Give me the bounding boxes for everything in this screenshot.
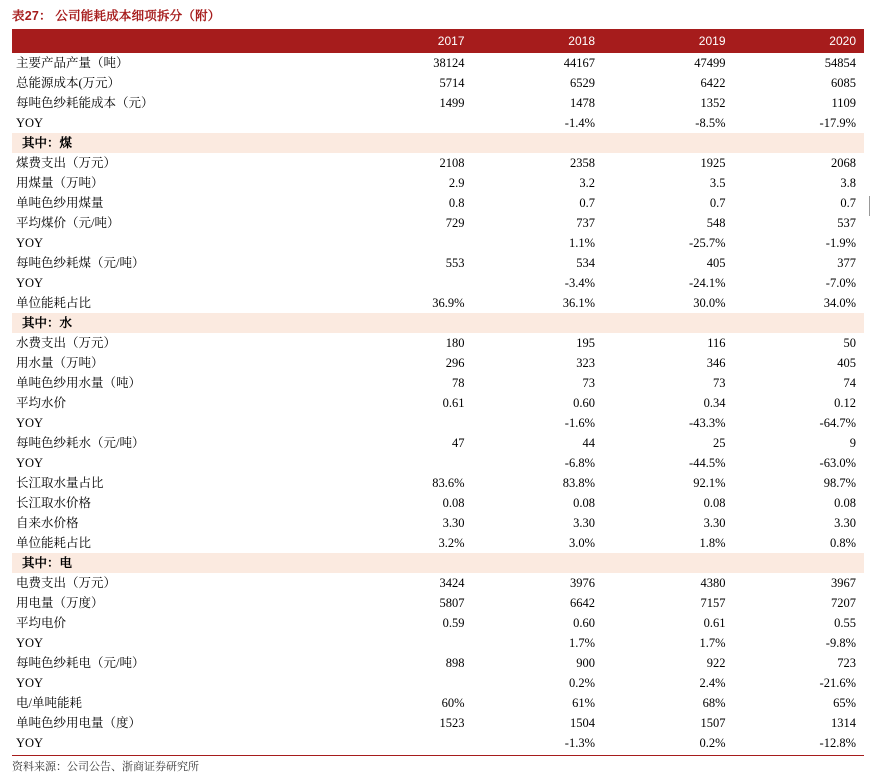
table-row (12, 373, 864, 393)
row-value: 6422 (700, 76, 726, 90)
table-row (12, 233, 864, 253)
row-value: 61% (572, 696, 595, 710)
table-header (12, 29, 864, 53)
table-row (12, 493, 864, 513)
row-value: 1109 (831, 96, 856, 110)
table-section-row (12, 313, 864, 333)
row-value: -24.1% (689, 276, 726, 290)
source-note: 资料来源：公司公告、浙商证券研究所 (12, 761, 199, 773)
row-value: 1499 (439, 96, 465, 110)
row-value: 0.61 (703, 616, 726, 630)
row-label: 每吨色纱耗能成本（元） (16, 96, 154, 110)
table-caption: 表27： 公司能耗成本细项拆分（附） (12, 9, 221, 23)
row-label: 用煤量（万吨） (16, 176, 104, 190)
row-value: -7.0% (825, 276, 856, 290)
row-value: -21.6% (819, 676, 856, 690)
row-value: 729 (445, 216, 465, 230)
row-value: 0.34 (703, 396, 726, 410)
row-value: 3.0% (568, 536, 595, 550)
row-value: 0.60 (573, 396, 595, 410)
table-row (12, 433, 864, 453)
table-row (12, 213, 864, 233)
row-value: 296 (445, 356, 465, 370)
row-label: 单位能耗占比 (16, 536, 92, 550)
row-value: 2068 (831, 156, 856, 170)
row-value (734, 133, 865, 153)
row-value: 0.2% (568, 676, 595, 690)
row-label: 总能源成本(万元） (16, 76, 121, 90)
row-value (603, 553, 734, 573)
row-value: 50 (843, 336, 856, 350)
row-value: -1.4% (564, 116, 595, 130)
row-value: 323 (576, 356, 595, 370)
row-label: 平均电价 (16, 616, 67, 630)
row-label: 单吨色纱用煤量 (16, 196, 104, 210)
row-value: 0.7 (709, 196, 726, 210)
row-value: 7157 (700, 596, 726, 610)
row-value: 537 (837, 216, 856, 230)
row-value: 65% (833, 696, 856, 710)
row-value (342, 313, 473, 333)
table-row (12, 713, 864, 733)
row-label: 长江取水价格 (16, 496, 92, 510)
row-value: 180 (445, 336, 465, 350)
row-value: 68% (702, 696, 726, 710)
row-value: 6529 (570, 76, 595, 90)
row-value: -25.7% (689, 236, 726, 250)
row-value: 0.2% (699, 736, 726, 750)
row-value: -44.5% (689, 456, 726, 470)
row-label: 其中：电 (12, 553, 342, 573)
row-value: 405 (706, 256, 726, 270)
row-value: -9.8% (825, 636, 856, 650)
row-value (734, 313, 865, 333)
table-row (12, 193, 864, 213)
row-value: 5714 (439, 76, 465, 90)
row-label: YOY (16, 416, 44, 430)
row-value: 74 (843, 376, 856, 390)
row-value (342, 113, 473, 133)
row-label: 煤费支出（万元） (16, 156, 117, 170)
row-value: 4380 (700, 576, 726, 590)
row-value: -64.7% (819, 416, 856, 430)
row-value: 30.0% (693, 296, 726, 310)
row-value: 47499 (694, 56, 726, 70)
row-label: 平均水价 (16, 396, 67, 410)
row-value: 195 (576, 336, 595, 350)
row-label: 每吨色纱耗电（元/吨） (16, 656, 145, 670)
row-value: 2.4% (699, 676, 726, 690)
table-row (12, 453, 864, 473)
row-value: 6085 (831, 76, 856, 90)
row-value: 1478 (570, 96, 595, 110)
table-row (12, 473, 864, 493)
table-row (12, 153, 864, 173)
row-label: YOY (16, 276, 44, 290)
table-row (12, 613, 864, 633)
row-value: 98.7% (823, 476, 856, 490)
row-value (603, 313, 734, 333)
row-value: 78 (452, 376, 465, 390)
row-value: -8.5% (695, 116, 726, 130)
row-label: 用水量（万吨） (16, 356, 104, 370)
row-value: 0.08 (703, 496, 726, 510)
row-value: 1352 (700, 96, 726, 110)
table-header-row (12, 29, 864, 53)
column-header-label (12, 29, 342, 53)
row-value (342, 413, 473, 433)
row-value: -43.3% (689, 416, 726, 430)
row-value: 3.8 (840, 176, 856, 190)
table-row (12, 393, 864, 413)
row-value: 54854 (824, 56, 856, 70)
row-value: 5807 (439, 596, 465, 610)
row-value: 0.8 (448, 196, 465, 210)
table-row (12, 733, 864, 753)
row-value: 116 (707, 336, 726, 350)
row-value: 553 (445, 256, 465, 270)
row-value: -17.9% (819, 116, 856, 130)
row-value (342, 233, 473, 253)
table-row (12, 273, 864, 293)
energy-cost-table (12, 29, 864, 753)
row-value: 3424 (439, 576, 465, 590)
row-value (473, 133, 604, 153)
row-label: 每吨色纱耗煤（元/吨） (16, 256, 145, 270)
row-value: 0.08 (442, 496, 465, 510)
row-value: 405 (837, 356, 856, 370)
text-cursor (869, 196, 870, 216)
row-value (342, 273, 473, 293)
row-value: 3.30 (703, 516, 726, 530)
row-value: 0.61 (442, 396, 465, 410)
row-value: 2.9 (448, 176, 465, 190)
row-value: 73 (713, 376, 726, 390)
row-value: 83.6% (432, 476, 465, 490)
row-value: 0.60 (573, 616, 595, 630)
row-label: YOY (16, 736, 44, 750)
table-row (12, 253, 864, 273)
column-header-2019: 2019 (603, 29, 734, 53)
table-row (12, 693, 864, 713)
row-value: 0.7 (840, 196, 856, 210)
table-row (12, 293, 864, 313)
row-value (342, 133, 473, 153)
row-value: 3.30 (834, 516, 856, 530)
row-value: 898 (445, 656, 465, 670)
row-label: 用电量（万度） (16, 596, 104, 610)
row-value (342, 733, 473, 753)
row-value (342, 553, 473, 573)
row-label: 其中：煤 (12, 133, 342, 153)
row-value: 737 (576, 216, 595, 230)
table-row (12, 513, 864, 533)
column-header-2017: 2017 (342, 29, 473, 53)
table-row (12, 353, 864, 373)
row-value: -1.9% (825, 236, 856, 250)
column-header-2020: 2020 (734, 29, 865, 53)
row-value (473, 553, 604, 573)
row-value: 3967 (831, 576, 856, 590)
row-value: 44167 (563, 56, 595, 70)
row-value: 34.0% (823, 296, 856, 310)
table-row (12, 533, 864, 553)
row-value: 3.2 (579, 176, 595, 190)
row-label: YOY (16, 456, 44, 470)
table-row (12, 113, 864, 133)
row-value: 922 (706, 656, 726, 670)
row-label: 电/单吨能耗 (16, 696, 82, 710)
row-value: 3.30 (573, 516, 595, 530)
row-value: -63.0% (819, 456, 856, 470)
row-value: 47 (452, 436, 465, 450)
row-label: 单吨色纱用电量（度） (16, 716, 142, 730)
table-row (12, 53, 864, 73)
row-value: 3.5 (709, 176, 726, 190)
row-value: 377 (837, 256, 856, 270)
row-value: 723 (837, 656, 856, 670)
row-value: 1.1% (568, 236, 595, 250)
row-value: 0.12 (834, 396, 856, 410)
row-value: -3.4% (564, 276, 595, 290)
row-label: YOY (16, 236, 44, 250)
row-label: 长江取水量占比 (16, 476, 104, 490)
row-value: 0.7 (579, 196, 595, 210)
row-label: 单吨色纱用水量（吨） (16, 376, 142, 390)
row-value: 1.7% (568, 636, 595, 650)
row-value: 83.8% (562, 476, 595, 490)
table-row (12, 633, 864, 653)
row-label: YOY (16, 116, 44, 130)
row-value (342, 673, 473, 693)
row-value: -1.6% (564, 416, 595, 430)
row-value: 0.08 (834, 496, 856, 510)
row-value: 0.8% (829, 536, 856, 550)
row-value (342, 633, 473, 653)
table-row (12, 173, 864, 193)
row-value: 1507 (700, 716, 726, 730)
row-value (603, 133, 734, 153)
row-value: 36.1% (562, 296, 595, 310)
row-value (342, 453, 473, 473)
row-value: -12.8% (819, 736, 856, 750)
table-section-row (12, 553, 864, 573)
row-value: 0.55 (834, 616, 856, 630)
table-row (12, 573, 864, 593)
table-row (12, 653, 864, 673)
row-label: 主要产品产量（吨） (16, 56, 129, 70)
row-value: 73 (582, 376, 595, 390)
row-value: 6642 (570, 596, 595, 610)
row-value: 7207 (831, 596, 856, 610)
row-value (473, 313, 604, 333)
row-label: YOY (16, 636, 44, 650)
row-label: YOY (16, 676, 44, 690)
table-body (12, 53, 864, 753)
row-value: 1.8% (699, 536, 726, 550)
row-value: 346 (706, 356, 726, 370)
table-row (12, 413, 864, 433)
row-value: 900 (576, 656, 595, 670)
row-value: 3.2% (438, 536, 465, 550)
row-value: 25 (713, 436, 726, 450)
row-value: 2358 (570, 156, 595, 170)
row-value: 534 (576, 256, 595, 270)
row-value: 36.9% (432, 296, 465, 310)
row-value: 1.7% (699, 636, 726, 650)
row-value: 548 (706, 216, 726, 230)
row-value: 44 (582, 436, 595, 450)
row-value: 1314 (831, 716, 856, 730)
table-row (12, 593, 864, 613)
row-value: -6.8% (564, 456, 595, 470)
row-value: 92.1% (693, 476, 726, 490)
row-label: 单位能耗占比 (16, 296, 92, 310)
row-value (734, 553, 865, 573)
row-value: 2108 (439, 156, 465, 170)
row-label: 自来水价格 (16, 516, 79, 530)
row-value: 38124 (433, 56, 465, 70)
row-value: 3976 (570, 576, 595, 590)
row-value: 60% (441, 696, 465, 710)
column-header-2018: 2018 (473, 29, 604, 53)
table-section-row (12, 133, 864, 153)
table-row (12, 333, 864, 353)
row-label: 平均煤价（元/吨） (16, 216, 120, 230)
row-label: 水费支出（万元） (16, 336, 117, 350)
row-value: 1504 (570, 716, 595, 730)
row-value: 9 (849, 436, 856, 450)
row-label: 电费支出（万元） (16, 576, 117, 590)
row-value: 1925 (700, 156, 726, 170)
row-value: 1523 (439, 716, 465, 730)
table-row (12, 73, 864, 93)
row-label: 每吨色纱耗水（元/吨） (16, 436, 145, 450)
row-value: 3.30 (442, 516, 465, 530)
row-value: 0.59 (442, 616, 465, 630)
row-label: 其中：水 (12, 313, 342, 333)
row-value: 0.08 (573, 496, 595, 510)
table-row (12, 673, 864, 693)
table-row (12, 93, 864, 113)
row-value: -1.3% (564, 736, 595, 750)
